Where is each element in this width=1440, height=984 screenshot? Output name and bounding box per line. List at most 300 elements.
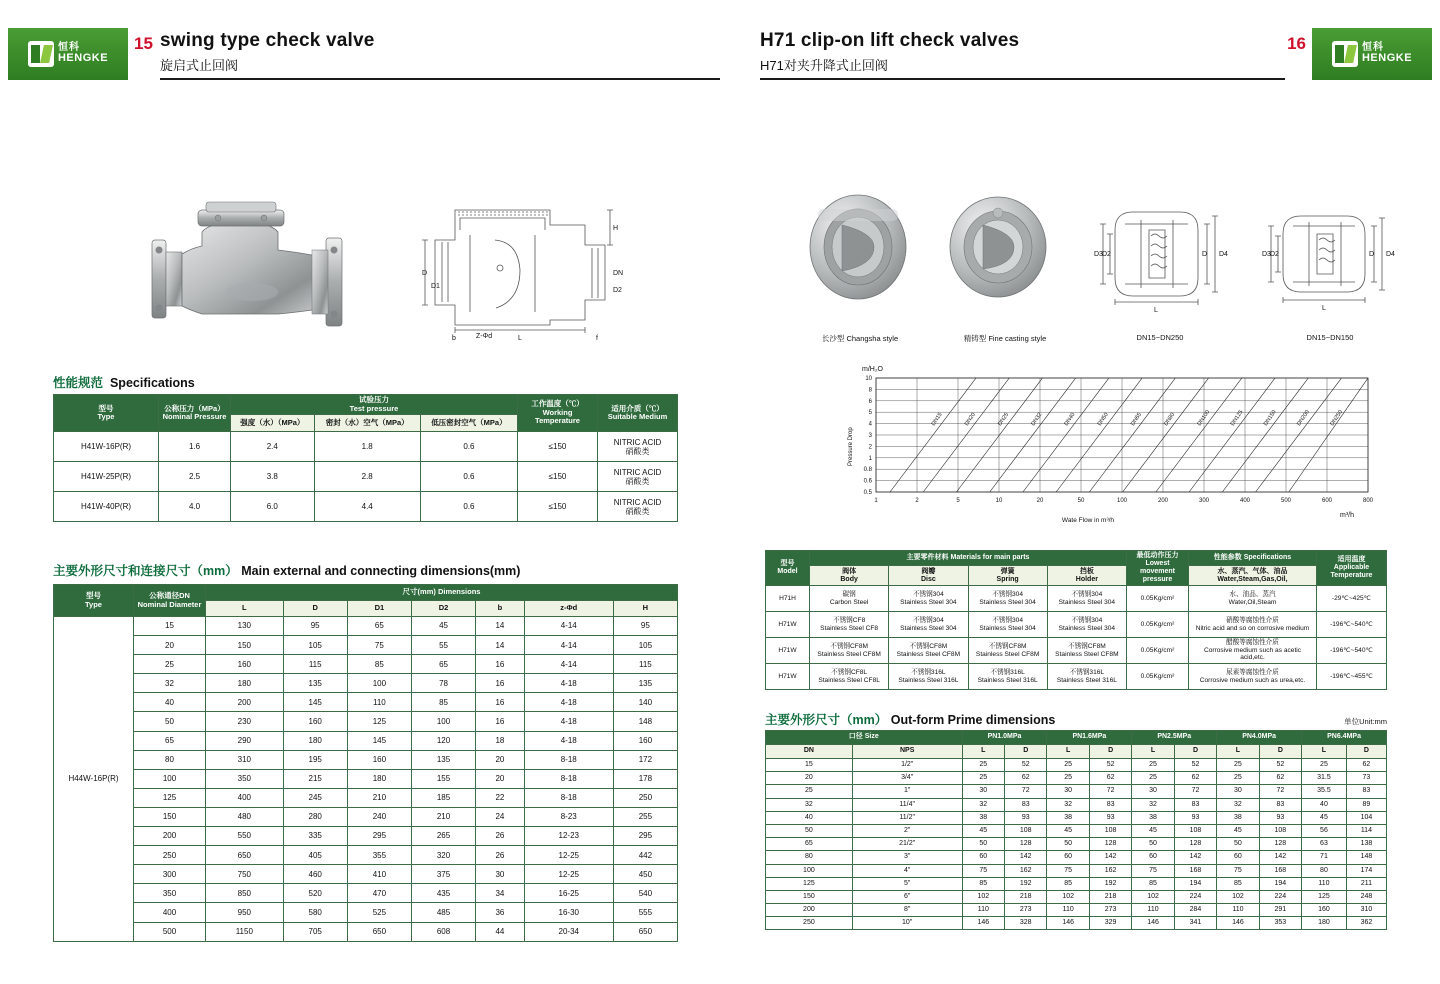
table-cell-medium: NITRIC ACID 硝酸类 [598, 432, 678, 462]
table-cell: 14 [476, 636, 525, 655]
th-applicable-temp: 适用温度 Applicable Temperature [1317, 551, 1387, 586]
table-cell: 460 [283, 865, 347, 884]
table-cell: 14 [476, 617, 525, 636]
svg-text:D2: D2 [613, 287, 622, 294]
table-cell: 40 [1302, 798, 1347, 811]
table-cell: 63 [1302, 838, 1347, 851]
table-cell: 108 [1174, 824, 1216, 837]
table-cell: 12-25 [524, 865, 613, 884]
table-cell: 146 [1217, 917, 1259, 930]
table-cell: 130 [206, 617, 284, 636]
table-cell-body: 不锈钢CF8M Stainless Steel CF8M [810, 638, 889, 664]
outform-section-title [765, 710, 1055, 728]
table-cell-spring: 不锈钢304 Stainless Steel 304 [968, 586, 1047, 612]
table-row [766, 851, 1387, 864]
svg-text:400: 400 [1239, 498, 1251, 504]
table-cell: 108 [1089, 824, 1131, 837]
table-cell: 16 [476, 674, 525, 693]
table-cell: 550 [206, 827, 284, 846]
th-dim-D2: D2 [411, 601, 475, 617]
table-cell-disc: 不锈钢CF8M Stainless Steel CF8M [889, 638, 968, 664]
svg-text:DN: DN [613, 270, 624, 277]
table-cell: 52 [1005, 759, 1047, 772]
table-cell: 160 [1302, 904, 1347, 917]
table-cell: 32 [1132, 798, 1174, 811]
svg-text:D3: D3 [1262, 251, 1271, 258]
clip-on-check-valve-photos [790, 185, 1090, 315]
svg-text:DN20: DN20 [963, 411, 977, 428]
svg-text:DN100: DN100 [1196, 409, 1212, 428]
th-test-pressure: 试验压力 Test pressure [231, 395, 518, 415]
table-cell: 25 [1047, 772, 1089, 785]
th-spec-params: 性能参数 Specifications [1189, 551, 1317, 566]
left-page-title [160, 28, 720, 80]
table-cell: 108 [1005, 824, 1047, 837]
table-cell-body: 碳钢 Carbon Steel [810, 586, 889, 612]
table-cell: 60 [1132, 851, 1174, 864]
table-cell: 353 [1259, 917, 1301, 930]
table-cell: 142 [1089, 851, 1131, 864]
table-cell: 26 [476, 846, 525, 865]
table-cell: 273 [1089, 904, 1131, 917]
table-cell: 400 [134, 903, 206, 922]
table-cell: 25 [1132, 759, 1174, 772]
table-row [766, 877, 1387, 890]
svg-text:10: 10 [865, 376, 872, 382]
specifications-table [53, 394, 678, 522]
table-cell: 34 [476, 884, 525, 903]
table-cell: 102 [1217, 890, 1259, 903]
table-cell: 93 [1005, 811, 1047, 824]
th-medium-params: 水、蒸汽、气体、油品 Water,Steam,Gas,Oil, [1189, 566, 1317, 586]
table-cell: 125 [1302, 890, 1347, 903]
table-row [766, 612, 1387, 638]
table-cell: 185 [411, 788, 475, 807]
table-cell: 38 [1047, 811, 1089, 824]
caption-changsha-en: Changsha style [846, 334, 899, 343]
svg-text:DN25: DN25 [997, 411, 1011, 428]
svg-text:50: 50 [1077, 498, 1085, 504]
table-cell: 850 [206, 884, 284, 903]
table-cell-temp: -196℃~455℃ [1317, 664, 1387, 690]
table-cell-holder: 不锈钢304 Stainless Steel 304 [1047, 586, 1126, 612]
table-cell: 608 [411, 922, 475, 941]
table-cell: 128 [1259, 838, 1301, 851]
chart-x-unit: m³/h [1340, 512, 1354, 519]
th-L-g1: L [1047, 745, 1089, 759]
table-cell: 20-34 [524, 922, 613, 941]
table-cell: 650 [206, 846, 284, 865]
table-row [766, 811, 1387, 824]
table-cell: 32 [1047, 798, 1089, 811]
th-body: 阀体 Body [810, 566, 889, 586]
th-lowest-pressure: 最低动作压力 Lowest movement pressure [1127, 551, 1189, 586]
svg-text:200: 200 [1157, 498, 1169, 504]
table-cell: 146 [1047, 917, 1089, 930]
left-title-en: swing type check valve [160, 30, 375, 51]
table-cell: 80 [1302, 864, 1347, 877]
hengke-logo-icon-right [1332, 41, 1358, 67]
table-cell: 180 [283, 731, 347, 750]
table-cell: 95 [283, 617, 347, 636]
table-cell: 4.0 [159, 492, 231, 522]
table-cell: 442 [613, 846, 677, 865]
th-D-g0: D [1005, 745, 1047, 759]
svg-text:4: 4 [868, 421, 872, 428]
table-cell: 60 [962, 851, 1004, 864]
table-cell: 20 [476, 750, 525, 769]
table-cell: 50 [134, 712, 206, 731]
table-cell: 50 [1047, 838, 1089, 851]
page-number-left: 15 [134, 34, 153, 53]
th-D-g3: D [1259, 745, 1301, 759]
table-row [54, 827, 678, 846]
materials-table-body [766, 586, 1387, 690]
table-cell: 650 [613, 922, 677, 941]
table-cell: 245 [283, 788, 347, 807]
table-cell: 110 [962, 904, 1004, 917]
table-cell-model: H71W [766, 612, 810, 638]
table-cell: 52 [1259, 759, 1301, 772]
table-cell-pressure: 0.05Kg/cm² [1127, 612, 1189, 638]
table-cell: 172 [613, 750, 677, 769]
table-cell: 650 [347, 922, 411, 941]
table-cell: 162 [1089, 864, 1131, 877]
svg-text:10: 10 [995, 498, 1003, 504]
clip-on-section-drawing-1 [1085, 190, 1235, 315]
svg-text:5: 5 [868, 410, 872, 417]
table-cell: H41W-25P(R) [54, 462, 159, 492]
table-cell: 1150 [206, 922, 284, 941]
table-cell: 2.8 [314, 462, 420, 492]
table-cell-model: H71W [766, 638, 810, 664]
table-cell-pressure: 0.05Kg/cm² [1127, 664, 1189, 690]
chart-ylabel: Pressure Drop [848, 427, 854, 466]
table-cell-medium: NITRIC ACID 硝酸类 [598, 492, 678, 522]
table-cell-medium: 醋酸等腐蚀性介质 Corrosive medium such as acetic acid,etc. [1189, 638, 1317, 664]
table-cell: 180 [347, 769, 411, 788]
table-cell-spring: 不锈钢304 Stainless Steel 304 [968, 612, 1047, 638]
table-cell: 210 [347, 788, 411, 807]
table-cell: 31.5 [1302, 772, 1347, 785]
table-cell: 142 [1005, 851, 1047, 864]
table-cell: 400 [206, 788, 284, 807]
table-cell: 178 [613, 769, 677, 788]
table-cell-medium: 水、油品、蒸汽 Water,Oil,Steam [1189, 586, 1317, 612]
svg-text:DN50: DN50 [1096, 411, 1110, 428]
svg-text:0.5: 0.5 [863, 490, 872, 496]
table-cell: 26 [476, 827, 525, 846]
table-cell: 520 [283, 884, 347, 903]
dim-title-cn: 主要外形尺寸和连接尺寸 [53, 564, 191, 578]
logo-right [1312, 28, 1432, 80]
table-cell: 174 [1346, 864, 1386, 877]
svg-text:L: L [1154, 307, 1158, 314]
table-cell: 705 [283, 922, 347, 941]
table-cell: 162 [1005, 864, 1047, 877]
th-strength: 强度（水）（MPa） [231, 415, 315, 432]
table-cell: 350 [206, 769, 284, 788]
table-cell: 290 [206, 731, 284, 750]
table-cell: 85 [962, 877, 1004, 890]
table-cell: 45 [411, 617, 475, 636]
table-cell: 30 [1047, 785, 1089, 798]
table-cell: 194 [1259, 877, 1301, 890]
table-cell: 65 [766, 838, 853, 851]
th-dim-type: 型号 Type [54, 585, 134, 617]
table-cell: 20 [766, 772, 853, 785]
table-cell: 200 [134, 827, 206, 846]
logo-en-text-right: HENGKE [1361, 52, 1413, 65]
table-cell: 310 [206, 750, 284, 769]
table-cell: 4" [852, 864, 962, 877]
table-cell: 24 [476, 807, 525, 826]
th-model: 型号 Model [766, 551, 810, 586]
table-cell: 150 [766, 890, 853, 903]
table-row [54, 655, 678, 674]
table-cell: 218 [1005, 890, 1047, 903]
table-cell: 273 [1005, 904, 1047, 917]
table-cell: 45 [1047, 824, 1089, 837]
table-cell: 20 [134, 636, 206, 655]
swing-check-valve-photo [140, 180, 400, 355]
table-cell-medium: 硝酸等腐蚀性介质 Nitric acid and so on corrosive medium [1189, 612, 1317, 638]
table-cell: 135 [613, 674, 677, 693]
table-cell: 145 [283, 693, 347, 712]
caption-changsha-cn: 长沙型 [821, 334, 845, 343]
table-cell: 50 [962, 838, 1004, 851]
table-cell: 230 [206, 712, 284, 731]
table-cell: 100 [766, 864, 853, 877]
table-cell: 240 [347, 807, 411, 826]
table-row [766, 664, 1387, 690]
table-cell: 80 [134, 750, 206, 769]
table-cell: 15 [766, 759, 853, 772]
table-cell: 580 [283, 903, 347, 922]
table-cell: 128 [1005, 838, 1047, 851]
table-cell: 89 [1346, 798, 1386, 811]
table-row [54, 492, 678, 522]
table-cell: 73 [1346, 772, 1386, 785]
svg-text:L: L [518, 335, 522, 342]
svg-text:DN250: DN250 [1329, 409, 1345, 428]
materials-table [765, 550, 1387, 690]
svg-text:500: 500 [1280, 498, 1292, 504]
table-cell-holder: 不锈钢316L Stainless Steel 316L [1047, 664, 1126, 690]
table-cell: 45 [1132, 824, 1174, 837]
svg-text:D2: D2 [1102, 251, 1111, 258]
table-cell: 485 [411, 903, 475, 922]
table-cell: 110 [347, 693, 411, 712]
table-cell: 45 [1302, 811, 1347, 824]
table-cell: 362 [1346, 917, 1386, 930]
right-title-cn: H71对夹升降式止回阀 [760, 58, 888, 73]
table-cell: 300 [134, 865, 206, 884]
table-cell: 65 [411, 655, 475, 674]
table-cell: 250 [134, 846, 206, 865]
outform-title-en: Out-form Prime dimensions [890, 713, 1056, 727]
svg-text:DN80: DN80 [1163, 411, 1177, 428]
table-cell: 72 [1174, 785, 1216, 798]
table-cell: 125 [347, 712, 411, 731]
table-cell: 218 [1089, 890, 1131, 903]
table-cell: 110 [1132, 904, 1174, 917]
outform-dimensions-table [765, 730, 1387, 930]
table-cell: 65 [134, 731, 206, 750]
table-cell-temp: -196℃~540℃ [1317, 612, 1387, 638]
table-cell: 291 [1259, 904, 1301, 917]
svg-text:600: 600 [1321, 498, 1333, 504]
table-cell: 12-25 [524, 846, 613, 865]
table-cell: 224 [1259, 890, 1301, 903]
page-header [0, 0, 1440, 106]
table-cell: 0.6 [420, 462, 517, 492]
table-cell: 355 [347, 846, 411, 865]
table-cell: 16-25 [524, 884, 613, 903]
table-cell: 75 [962, 864, 1004, 877]
outform-table-body [766, 759, 1387, 930]
table-cell-model: H71H [766, 586, 810, 612]
right-title-en: H71 clip-on lift check valves [760, 30, 1020, 51]
spec-title-en: Specifications [109, 376, 195, 390]
table-cell: 160 [206, 655, 284, 674]
svg-text:0.6: 0.6 [863, 478, 872, 485]
svg-text:DN125: DN125 [1229, 409, 1245, 428]
table-cell: 4-18 [524, 731, 613, 750]
table-cell-medium: 尿素等腐蚀性介质 Corrosive medium such as urea,etc. [1189, 664, 1317, 690]
outform-subheader-row [766, 745, 1387, 759]
table-cell: 38 [962, 811, 1004, 824]
svg-text:D3: D3 [1094, 251, 1103, 258]
th-dim-b: b [476, 601, 525, 617]
table-row [766, 759, 1387, 772]
svg-text:D4: D4 [1219, 251, 1228, 258]
table-cell: 250 [613, 788, 677, 807]
table-cell: 95 [613, 617, 677, 636]
table-cell: 4-18 [524, 674, 613, 693]
th-dim-D1: D1 [347, 601, 411, 617]
th-L-g2: L [1132, 745, 1174, 759]
table-cell: 105 [283, 636, 347, 655]
table-cell: 114 [1346, 824, 1386, 837]
table-cell: 36 [476, 903, 525, 922]
th-dim-dn: 公称通径DN Nominal Diameter [134, 585, 206, 617]
svg-text:300: 300 [1198, 498, 1210, 504]
table-cell: 135 [411, 750, 475, 769]
table-cell: 950 [206, 903, 284, 922]
table-cell-pressure: 0.05Kg/cm² [1127, 638, 1189, 664]
table-cell-disc: 不锈钢304 Stainless Steel 304 [889, 612, 968, 638]
svg-text:DN150: DN150 [1262, 409, 1278, 428]
table-row [54, 807, 678, 826]
table-cell: 4-18 [524, 693, 613, 712]
swing-check-valve-drawing [400, 180, 690, 360]
left-title-cn: 旋启式止回阀 [160, 58, 239, 73]
main-dimensions-table [53, 584, 678, 942]
svg-text:DN32: DN32 [1030, 411, 1044, 428]
spec-table-body [54, 432, 678, 522]
table-cell: 168 [1174, 864, 1216, 877]
th-dim-z-Φd: z-Φd [524, 601, 613, 617]
table-cell: 55 [411, 636, 475, 655]
svg-text:f: f [596, 335, 598, 342]
th-dimensions: 尺寸(mm) Dimensions [206, 585, 678, 601]
table-cell: 145 [347, 731, 411, 750]
table-cell: 4-14 [524, 636, 613, 655]
table-cell-spring: 不锈钢316L Stainless Steel 316L [968, 664, 1047, 690]
table-cell: 83 [1005, 798, 1047, 811]
th-L-g4: L [1302, 745, 1347, 759]
table-cell: 25 [1047, 759, 1089, 772]
table-cell-body: 不锈钢CF8L Stainless Steel CF8L [810, 664, 889, 690]
table-row [766, 890, 1387, 903]
table-cell: 180 [1302, 917, 1347, 930]
table-cell-holder: 不锈钢304 Stainless Steel 304 [1047, 612, 1126, 638]
th-type: 型号 Type [54, 395, 159, 432]
table-cell: 83 [1089, 798, 1131, 811]
table-cell: ≤150 [518, 432, 598, 462]
svg-text:DN15: DN15 [930, 411, 944, 428]
table-cell: 8-18 [524, 788, 613, 807]
svg-text:DN40: DN40 [1063, 411, 1077, 428]
dim-section-title [53, 561, 520, 579]
table-cell: 284 [1174, 904, 1216, 917]
table-cell: 102 [962, 890, 1004, 903]
table-cell: 32 [766, 798, 853, 811]
table-cell: 38 [1132, 811, 1174, 824]
table-cell: 100 [134, 769, 206, 788]
th-pn16: PN1.6MPa [1047, 731, 1132, 745]
table-cell: 85 [1217, 877, 1259, 890]
table-cell: 45 [962, 824, 1004, 837]
th-dim-H: H [613, 601, 677, 617]
table-cell: H41W-16P(R) [54, 432, 159, 462]
table-cell: 85 [1132, 877, 1174, 890]
svg-text:2: 2 [915, 498, 919, 504]
table-cell: 0.6 [420, 492, 517, 522]
table-cell: 62 [1005, 772, 1047, 785]
th-pn10: PN1.0MPa [962, 731, 1047, 745]
table-cell: 128 [1089, 838, 1131, 851]
table-row [766, 917, 1387, 930]
table-row [766, 638, 1387, 664]
dim-title-unit: （mm） [190, 564, 238, 578]
table-cell: 1" [852, 785, 962, 798]
pressure-drop-flow-chart [838, 366, 1383, 526]
table-cell: 50 [1217, 838, 1259, 851]
table-cell: 110 [1302, 877, 1347, 890]
table-cell: 350 [134, 884, 206, 903]
table-cell: 52 [1089, 759, 1131, 772]
table-cell: 83 [1259, 798, 1301, 811]
table-cell: 250 [766, 917, 853, 930]
table-row [54, 922, 678, 941]
table-cell: 100 [347, 674, 411, 693]
table-cell: 135 [283, 674, 347, 693]
table-cell: 2" [852, 824, 962, 837]
table-cell-model: H71W [766, 664, 810, 690]
table-cell: 85 [1047, 877, 1089, 890]
table-row [54, 903, 678, 922]
table-cell: 105 [613, 636, 677, 655]
svg-text:D1: D1 [431, 283, 440, 290]
table-cell: 160 [613, 731, 677, 750]
table-cell-spring: 不锈钢CF8M Stainless Steel CF8M [968, 638, 1047, 664]
table-cell: 224 [1174, 890, 1216, 903]
table-cell: 80 [766, 851, 853, 864]
svg-text:Z-Φd: Z-Φd [476, 333, 493, 340]
caption-fine-cn: 精铸型 [963, 334, 987, 343]
